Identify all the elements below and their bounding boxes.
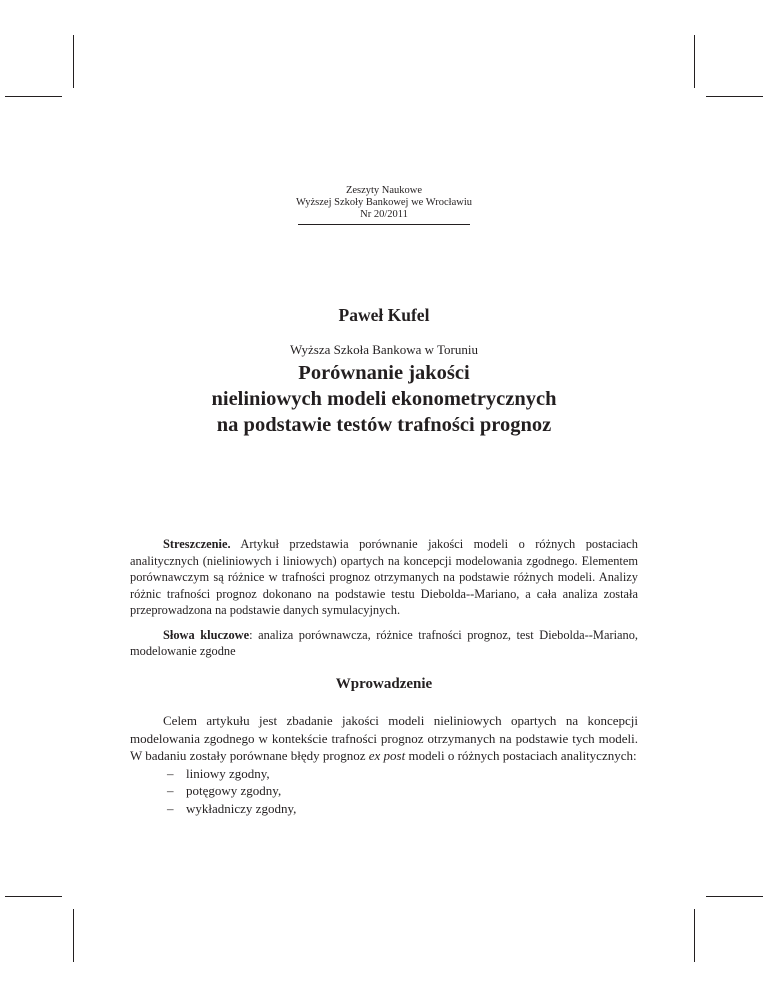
abstract-label: Streszczenie. [163, 537, 231, 551]
list-dash: – [167, 765, 174, 781]
list-item [130, 765, 638, 783]
intro-text: Celem artykułu jest zbadanie jakości modeli nieliniowych opartych na koncepcji modelowania zgodnego w kontekście trafności prognoz otrzymanych na podstawie tych modeli. W badaniu zostały porównane błędy prognoz [130, 713, 638, 763]
model-list [130, 765, 638, 818]
paper-title [0, 360, 768, 438]
crop-mark [706, 896, 763, 897]
crop-mark [73, 909, 74, 962]
title-line: nieliniowych modeli ekonometrycznych [211, 388, 557, 410]
journal-publisher: Wyższej Szkoły Bankowej we Wrocławiu [295, 197, 473, 208]
list-item [130, 800, 638, 818]
keywords-paragraph [130, 627, 638, 660]
intro-paragraph [130, 712, 638, 765]
list-item-text: liniowy zgodny, [186, 765, 270, 781]
journal-rule [298, 224, 470, 225]
author-name: Paweł Kufel [338, 305, 430, 325]
list-dash: – [167, 783, 174, 798]
list-item-text: wykładniczy zgodny, [186, 800, 297, 816]
intro-text-end: modeli o różnych postaciach analitycznych: [405, 748, 637, 763]
abstract-paragraph [130, 536, 638, 619]
journal-name: Zeszyty Naukowe [345, 185, 423, 196]
journal-header [0, 185, 768, 225]
list-item-text: potęgowy zgodny, [186, 783, 282, 798]
abstract-block [130, 536, 638, 660]
author-affiliation: Wyższa Szkoła Bankowa w Toruniu [290, 342, 478, 357]
body-text [130, 712, 638, 817]
section-heading: Wprowadzenie [335, 676, 433, 692]
keywords-label: Słowa kluczowe [163, 627, 250, 642]
title-line: na podstawie testów trafności prognoz [216, 414, 552, 436]
intro-italic: ex post [368, 748, 406, 763]
crop-mark [706, 96, 763, 97]
list-dash: – [167, 800, 174, 816]
list-item [130, 782, 638, 800]
title-line: Porównanie jakości [298, 362, 470, 384]
crop-mark [694, 35, 695, 88]
crop-mark [5, 96, 62, 97]
keywords-text: : analiza porównawcza, różnice trafności prognoz, test Diebolda--Mariano, modelowanie zgodne [130, 627, 639, 658]
abstract-text: Artykuł przedstawia porównanie jakości modeli o różnych postaciach analitycznych (nieliniowych i liniowych) opartych na koncepcji modelowania zgodnego. Elementem porównawczym są różnice w trafności prognoz otrzymanych na podstawie różnych modeli. Analizy różnic trafności prognoz dokonano na podstawie testu Diebolda--Mariano, a cała analiza została przeprowadzona na podstawie danych symulacyjnych. [130, 537, 638, 617]
journal-issue: Nr 20/2011 [360, 209, 408, 220]
crop-mark [73, 35, 74, 88]
crop-mark [694, 909, 695, 962]
crop-mark [5, 896, 62, 897]
